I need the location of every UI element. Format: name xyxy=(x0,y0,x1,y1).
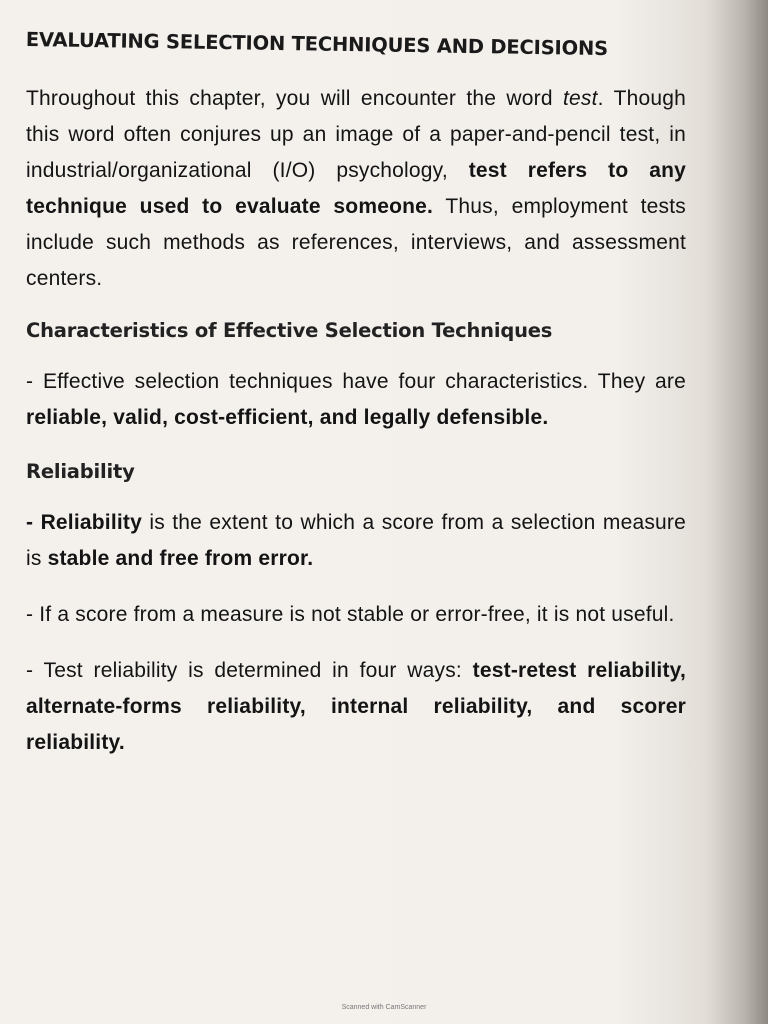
intro-text-3: Thus, employment tests include such methods as references, interviews, and assessment centers. xyxy=(26,195,686,290)
intro-paragraph xyxy=(26,81,686,297)
reliability-def-text: is the extent to which a score from a selection measure is xyxy=(26,511,686,570)
reliability-types xyxy=(26,653,686,761)
characteristics-list: reliable, valid, cost-efficient, and legally defensible. xyxy=(26,406,549,429)
reliability-usefulness: - If a score from a measure is not stable or error-free, it is not useful. xyxy=(26,603,675,626)
reliability-definition xyxy=(26,505,686,577)
intro-test-word: test xyxy=(563,87,598,110)
reliability-types-text: - Test reliability is determined in four ways: xyxy=(26,659,473,682)
section-heading-reliability: Reliability xyxy=(26,460,135,483)
scanner-watermark: Scanned with CamScanner xyxy=(341,1004,427,1011)
intro-text-2: . Though this word often conjures up an image of a paper-and-pencil test, in industrial/organizational (I/O) psychology, xyxy=(26,87,686,182)
characteristics-paragraph xyxy=(26,364,686,436)
reliability-term: Reliability xyxy=(40,511,142,534)
section-heading-characteristics: Characteristics of Effective Selection Techniques xyxy=(26,319,553,342)
characteristics-text: - Effective selection techniques have four characteristics. They are xyxy=(26,370,686,393)
page-title: EVALUATING SELECTION TECHNIQUES AND DECISIONS xyxy=(25,28,609,61)
page-content xyxy=(26,28,686,785)
intro-text-1: Throughout this chapter, you will encounter the word xyxy=(26,87,563,110)
reliability-def-bold: stable and free from error. xyxy=(47,547,314,570)
reliability-types-list: test-retest reliability, alternate-forms reliability, internal reliability, and scorer reliability. xyxy=(26,659,686,754)
intro-definition: test refers to any technique used to evaluate someone. xyxy=(26,159,686,218)
bullet-dash: - xyxy=(26,511,41,534)
